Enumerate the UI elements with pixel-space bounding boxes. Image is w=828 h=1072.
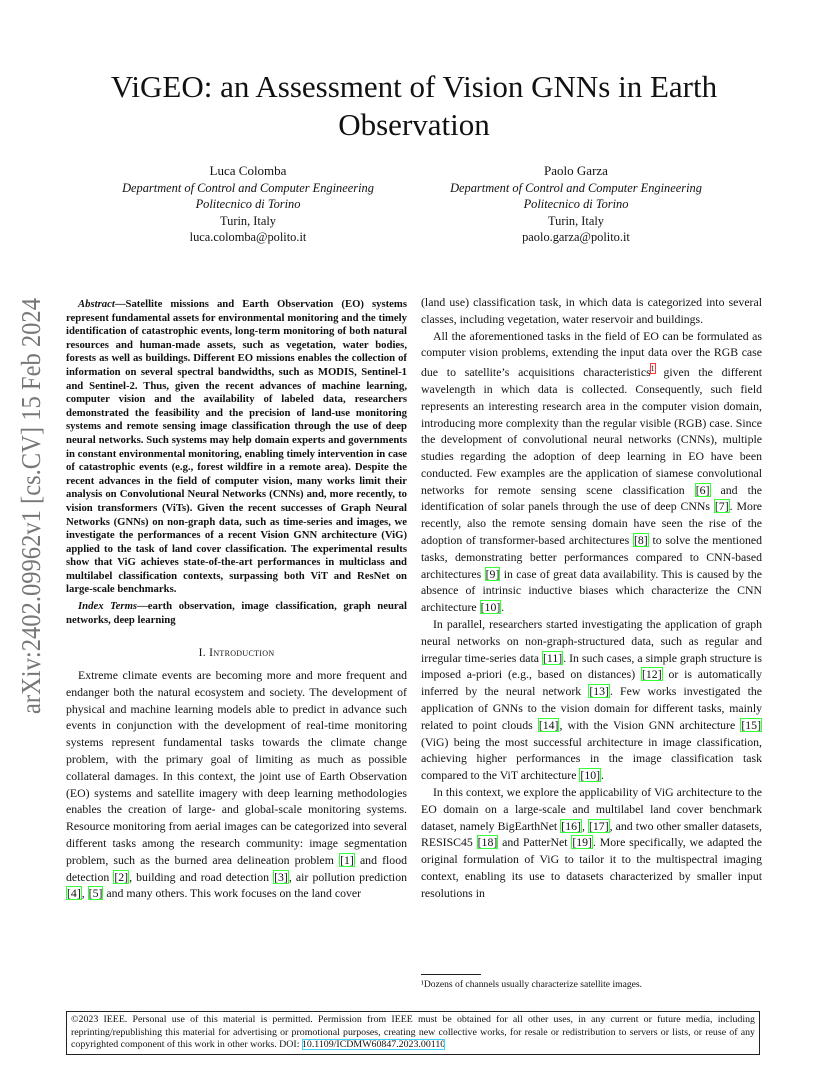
citation-link[interactable]: [3] <box>274 869 288 884</box>
author-city: Turin, Italy <box>220 213 276 228</box>
body-paragraph: (land use) classification task, in which data is categorized into several classes, including vegetation, water reservoir and buildings. <box>421 295 762 326</box>
section-number: I. <box>198 646 206 660</box>
citation-link[interactable]: [17] <box>588 818 609 833</box>
author-email: luca.colomba@polito.it <box>189 230 307 244</box>
intro-paragraph: Extreme climate events are becoming more and more frequent and endanger both the natural ecosystem and society. The development of physical and machine learning models able to predict in advance such events in conjunction with the development of real-time monitoring systems represent fundamental tasks towards the climate change problem, with the primary goal of limiting as much as possible collateral damages. In this context, the joint use of Earth Observation (EO) systems and satellite imagery with deep learning methodologies enables the creation of large- and global-scale monitoring systems. Resource monitoring from aerial images can be categorized into several different tasks among the research community: image segmentation problem, such as the burned area delineation problem [1] and flood detection [2], building and road detection [3], air pollution prediction [4], [5] and many others. This work focuses on the land cover <box>66 668 407 901</box>
citation-link[interactable]: [10] <box>580 768 601 783</box>
citation-link[interactable]: [9] <box>485 566 500 581</box>
author-block-1 <box>98 163 398 246</box>
citation-link[interactable]: [5] <box>88 886 103 901</box>
right-column <box>421 294 762 902</box>
arxiv-id: arXiv:2402.09962v1 [cs.CV] 15 Feb 2024 <box>16 296 46 714</box>
section-heading <box>66 645 407 662</box>
citation-link[interactable]: [19] <box>572 835 592 850</box>
doi-link[interactable]: 10.1109/ICDMW60847.2023.00110 <box>301 1039 446 1051</box>
body-paragraph: In parallel, researchers started investigating the application of graph neural networks on non-graph-structured data, such as regular and irregular time-series data [11]. In such cases, a simple graph structure is imposed a-priori (e.g., based on distances) [12] or is automatically inferred by the neural network [13]. Few works investigated the application of GNNs to the vision domain for different tasks, mainly related to point clouds [14], with the Vision GNN architecture [15] (ViG) being the most successful architecture in image classification, achieving higher performances in the image classification task compared to the ViT architecture [10]. <box>421 617 762 783</box>
index-terms-text: —earth observation, image classification, graph neural networks, deep learning <box>66 600 407 626</box>
author-city: Turin, Italy <box>548 213 604 228</box>
citation-link[interactable]: [1] <box>340 852 354 867</box>
abstract <box>66 298 407 597</box>
abstract-label: Abstract <box>78 298 115 310</box>
citation-link[interactable]: [7] <box>714 499 729 514</box>
citation-link[interactable]: [12] <box>641 667 662 682</box>
footnote <box>421 960 762 991</box>
citation-link[interactable]: [11] <box>542 650 563 665</box>
citation-link[interactable]: [16] <box>561 818 581 833</box>
body-paragraph: In this context, we explore the applicability of ViG architecture to the EO domain on a large-scale and multilabel land cover benchmark dataset, namely BigEarthNet [16], [17], and two other smaller datasets, RESISC45 [18] and PatterNet [19]. More specifically, we adapted the original formulation of ViG to tailor it to the multispectral imaging context, enabling its use to datasets characterized by smaller input resolutions in <box>421 785 762 900</box>
author-inst: Politecnico di Torino <box>195 197 301 211</box>
citation-link[interactable]: [13] <box>589 684 609 699</box>
index-terms-label: Index Terms <box>78 600 138 613</box>
arxiv-sidebar-stamp <box>10 296 50 716</box>
author-name: Luca Colomba <box>209 163 287 178</box>
author-dept: Department of Control and Computer Engineering <box>122 180 374 195</box>
footnote-text: ¹Dozens of channels usually characterize satellite images. <box>421 979 643 990</box>
section-title: Introduction <box>209 646 275 660</box>
author-inst: Politecnico di Torino <box>523 197 629 211</box>
citation-link[interactable]: [18] <box>477 835 498 850</box>
citation-link[interactable]: [2] <box>114 869 129 884</box>
author-dept: Department of Control and Computer Engineering <box>450 180 702 195</box>
author-email: paolo.garza@polito.it <box>522 230 630 244</box>
index-terms <box>66 600 407 627</box>
citation-link[interactable]: [4] <box>67 886 81 901</box>
citation-link[interactable]: [8] <box>633 533 648 548</box>
citation-link[interactable]: [14] <box>538 717 559 732</box>
footnote-rule <box>421 974 481 975</box>
paper-title: ViGEO: an Assessment of Vision GNNs in Earth Observation <box>110 69 718 142</box>
author-block-2 <box>426 163 726 246</box>
copyright-notice <box>66 1011 760 1055</box>
author-name: Paolo Garza <box>544 163 608 178</box>
copyright-text: ©2023 IEEE. Personal use of this material is permitted. Permission from IEEE must be obtained for all other uses, in any current or future media, including reprinting/republishing this material for advertising or promotional purposes, creating new collective works, for resale or redistribution to servers or lists, or reuse of any copyrighted component of this work in other works. DOI: <box>71 1014 755 1051</box>
citation-link[interactable]: [6] <box>695 482 710 497</box>
citation-link[interactable]: [10] <box>480 600 501 615</box>
footnote-mark[interactable]: 1 <box>650 364 655 374</box>
abstract-text: —Satellite missions and Earth Observation (EO) systems represent fundamental assets for environmental monitoring and the timely identification of catastrophic events, long-term monitoring of both natural resources and human-made assets, such as vegetation, water bodies, forests as well as buildings. Different EO missions enables the collection of information on several spectral bandwidths, such as MODIS, Sentinel-1 and Sentinel-2. Thus, given the recent advances of machine learning, computer vision and the availability of labeled data, researchers demonstrated the feasibility and the precision of land-use monitoring systems and remote sensing image classification through the use of deep neural networks. Such systems may help domain experts and governments in constant environmental monitoring, enabling timely intervention in case of catastrophic events (e.g., forest wildfire in a remote area). Despite the recent advances in the field of computer vision, many works limit their analysis on Convolutional Neural Networks (CNNs) and, more recently, to vision transformers (ViTs). Given the recent successes of Graph Neural Networks (GNNs) on non-graph data, such as time-series and images, we investigate the performances of a recent Vision GNN architecture (ViG) applied to the task of land cover classification. The experimental results show that ViG achieves state-of-the-art performances in multiclass and multilabel classification contexts, surpassing both ViT and ResNet on large-scale benchmarks. <box>66 298 407 596</box>
citation-link[interactable]: [15] <box>741 717 761 732</box>
body-paragraph: All the aforementioned tasks in the field of EO can be formulated as computer vision problems, extending the input data over the RGB case due to satellite’s acquisitions characteristics$^1$ given the different wavelength in which data is collected. Consequently, such field represents an interesting research area in the computer vision domain, introducing more complexity than the regular visible (RGB) case. Since the development of convolutional neural networks (CNNs), multiple studies regarding the adoption of deep learning in EO have been conducted. Few examples are the application of siamese convolutional networks for remote sensing scene classification [6] and the identification of solar panels through the use of deep CNNs [7]. More recently, also the remote sensing domain have seen the rise of the adoption of transformer-based architectures [8] to solve the mentioned tasks, demonstrating better performances compared to CNN-based architectures [9] in case of great data availability. This is caused by the absence of intrinsic inductive biases which characterize the CNN architecture [10]. <box>421 328 763 615</box>
left-column <box>66 294 407 902</box>
